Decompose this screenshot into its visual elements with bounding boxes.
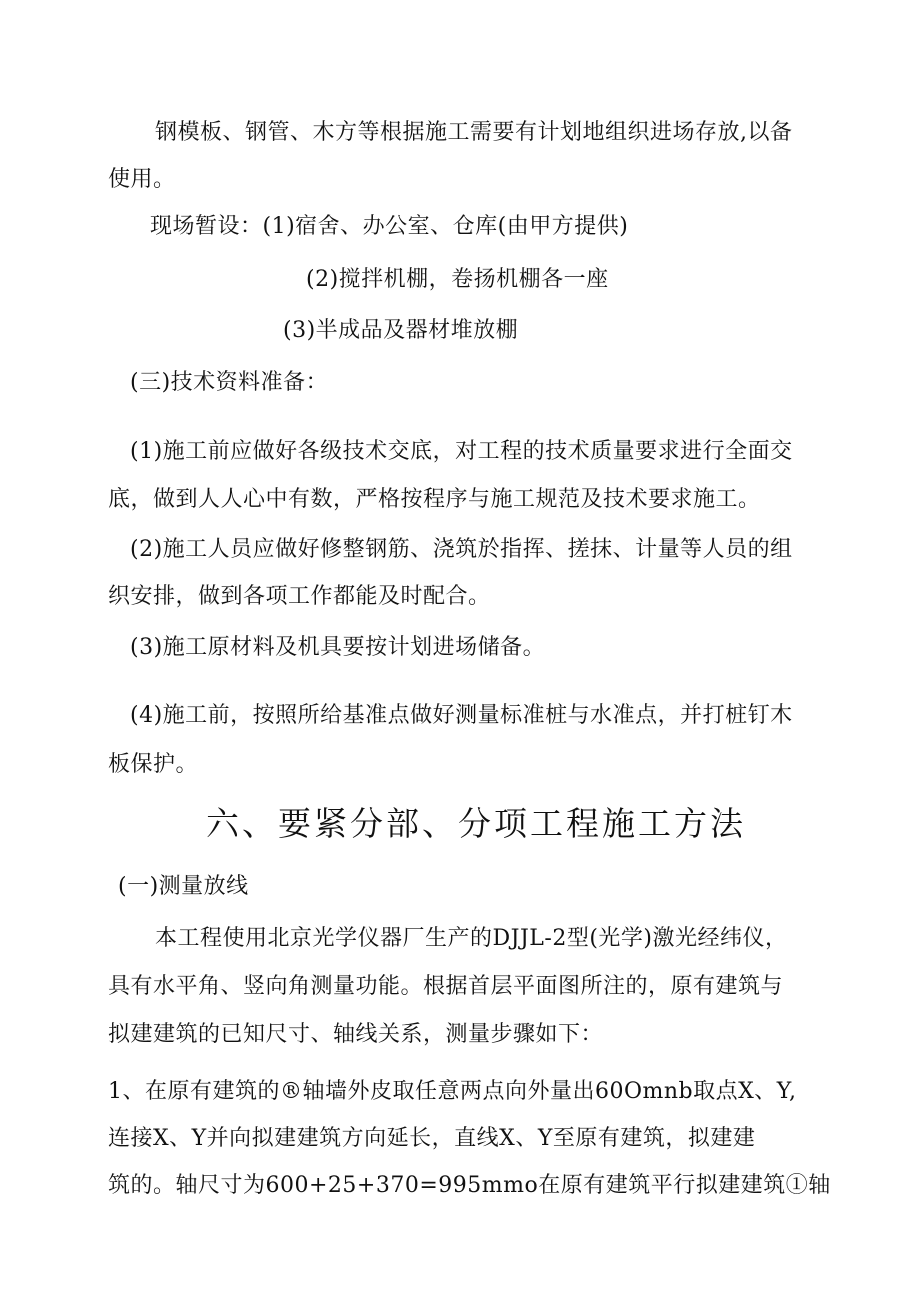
site-facilities-line-2: (2)搅拌机棚，卷扬机棚各一座 [306,267,609,292]
survey-paragraph-line-2: 具有水平角、竖向角测量功能。根据首层平面图所注的，原有建筑与 [108,974,784,999]
item-2-line-1: (2)施工人员应做好修整钢筋、浇筑於指挥、搓抹、计量等人员的组 [130,537,793,562]
item-4-line-2: 板保护。 [108,752,199,777]
item-3-line-1: (3)施工原材料及机具要按计划进场储备。 [130,635,546,660]
survey-paragraph-line-1: 本工程使用北京光学仪器厂生产的DJJL-2型(光学)激光经纬仪， [155,926,788,951]
subsection-surveying-title: (一)测量放线 [118,874,249,899]
paragraph-materials-line-2: 使用。 [108,167,176,192]
step-1-line-2: 连接X、Y并向拟建建筑方向延长，直线X、Y至原有建筑，拟建建 [108,1126,756,1151]
step-1-line-3: 筑的。轴尺寸为600+25+370=995mmo在原有建筑平行拟建建筑①轴 [108,1173,831,1198]
section-technical-preparation-title: (三)技术资料准备： [130,370,329,395]
step-1-line-1: 1、在原有建筑的®轴墙外皮取任意两点向外量出60Omnb取点X、Y, [108,1079,797,1104]
paragraph-materials-line-1: 钢模板、钢管、木方等根据施工需要有计划地组织进场存放,以备 [155,120,793,145]
site-facilities-line-3: (3)半成品及器材堆放棚 [283,318,519,343]
item-4-line-1: (4)施工前，按照所给基准点做好测量标准桩与水准点，并打桩钉木 [130,703,793,728]
item-2-line-2: 织安排，做到各项工作都能及时配合。 [108,584,491,609]
item-1-line-2: 底，做到人人心中有数，严格按程序与施工规范及技术要求施工。 [108,487,761,512]
survey-paragraph-line-3: 拟建建筑的已知尺寸、轴线关系，测量步骤如下： [108,1022,604,1047]
item-1-line-1: (1)施工前应做好各级技术交底，对工程的技术质量要求进行全面交 [130,439,793,464]
chapter-6-heading: 六、要紧分部、分项工程施工方法 [206,804,746,843]
site-facilities-line-1: 现场暂设：(1)宿舍、办公室、仓库(由甲方提供) [150,214,629,239]
